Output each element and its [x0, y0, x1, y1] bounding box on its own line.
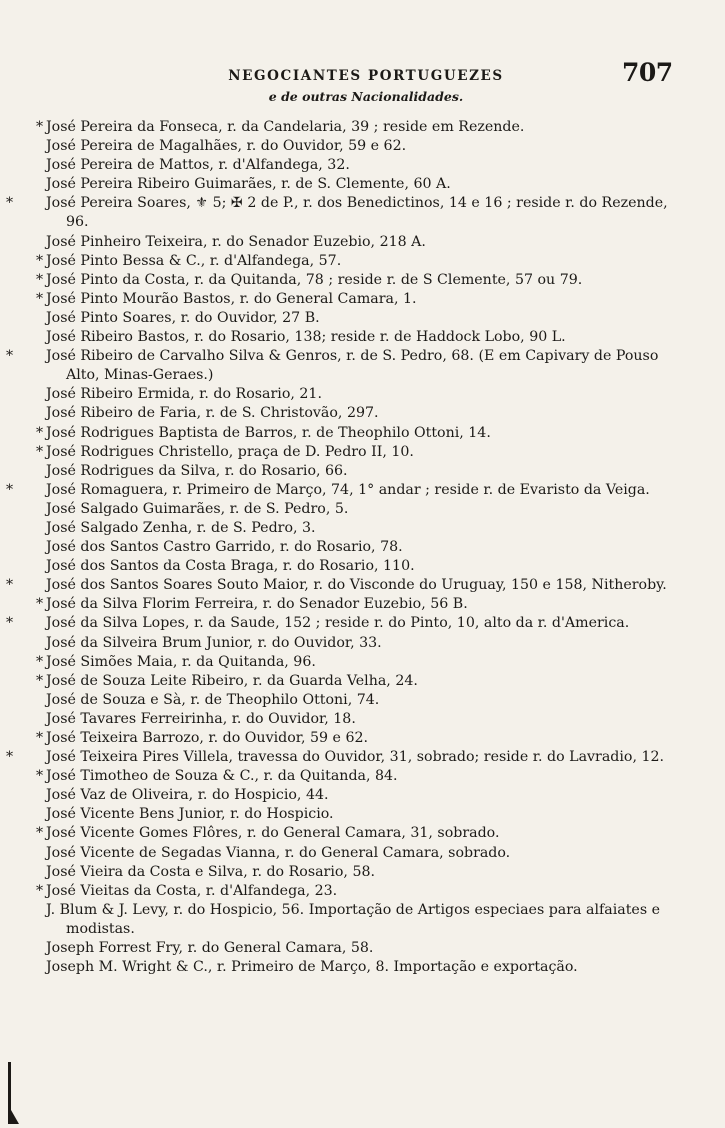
entry-text: José Vieira da Costa e Silva, r. do Rosario, 58. [46, 863, 376, 880]
directory-entry [36, 939, 686, 958]
directory-entry [36, 729, 686, 748]
directory-entry [6, 347, 686, 385]
entry-text: José Vieitas da Costa, r. d'Alfandega, 23. [46, 882, 338, 899]
directory-entry [6, 576, 686, 595]
entry-text: José Salgado Guimarães, r. de S. Pedro, 5. [46, 500, 349, 517]
page-number: 707 [622, 58, 673, 87]
directory-entry [36, 710, 686, 729]
entry-text: Joseph Forrest Fry, r. do General Camara, 58. [46, 940, 374, 957]
entry-marker: * [36, 271, 44, 288]
directory-entry [6, 748, 686, 767]
entry-text: José da Silveira Brum Junior, r. do Ouvidor, 33. [46, 634, 382, 651]
entry-text: José Ribeiro Ermida, r. do Rosario, 21. [46, 386, 322, 403]
entry-text: José Pinto Soares, r. do Ouvidor, 27 B. [46, 309, 320, 326]
entry-text: José Simões Maia, r. da Quitanda, 96. [46, 653, 316, 670]
entry-marker: * [36, 653, 44, 670]
entry-text: José Vicente Gomes Flôres, r. do General Camara, 31, sobrado. [46, 825, 500, 842]
entry-text: José Pereira Soares, ⚜ 5; ✠ 2 de P., r. dos Benedictinos, 14 e 16 ; reside r. do Rezende, 96. [46, 195, 668, 231]
directory-entries [6, 118, 686, 977]
directory-entry [36, 538, 686, 557]
directory-entry [36, 691, 686, 710]
entry-text: José Romaguera, r. Primeiro de Março, 74, 1° andar ; reside r. de Evaristo da Veiga. [46, 481, 650, 498]
directory-entry [36, 958, 686, 977]
entry-text: José da Silva Florim Ferreira, r. do Senador Euzebio, 56 B. [46, 596, 468, 613]
directory-entry [36, 404, 686, 423]
binding-edge-mark-icon [6, 1062, 20, 1124]
entry-text: José de Souza e Sà, r. de Theophilo Ottoni, 74. [46, 691, 380, 708]
directory-entry [36, 767, 686, 786]
entry-marker: * [6, 615, 14, 632]
entry-text: José Pereira da Fonseca, r. da Candelaria, 39 ; reside em Rezende. [46, 119, 525, 135]
directory-entry [36, 271, 686, 290]
entry-marker: * [6, 481, 14, 498]
entry-text: José dos Santos Castro Garrido, r. do Rosario, 78. [46, 539, 403, 556]
directory-entry [36, 672, 686, 691]
entry-text: José Rodrigues Baptista de Barros, r. de Theophilo Ottoni, 14. [46, 424, 491, 441]
directory-entry [36, 233, 686, 252]
directory-entry [36, 844, 686, 863]
directory-entry [36, 328, 686, 347]
entry-text: José Pereira de Mattos, r. d'Alfandega, 32. [46, 157, 350, 174]
entry-text: José dos Santos Soares Souto Maior, r. do Visconde do Uruguay, 150 e 158, Nitheroby. [46, 577, 667, 594]
entry-text: José Salgado Zenha, r. de S. Pedro, 3. [46, 519, 316, 536]
entry-text: José de Souza Leite Ribeiro, r. da Guarda Velha, 24. [46, 672, 418, 689]
directory-entry [36, 901, 686, 939]
directory-entry [36, 805, 686, 824]
entry-text: José da Silva Lopes, r. da Saude, 152 ; reside r. do Pinto, 10, alto da r. d'America. [46, 615, 630, 632]
entry-text: José Ribeiro Bastos, r. do Rosario, 138; reside r. de Haddock Lobo, 90 L. [46, 329, 566, 346]
entry-marker: * [36, 730, 44, 746]
entry-text: J. Blum & J. Levy, r. do Hospicio, 56. Importação de Artigos especiaes para alfaiates e modistas. [46, 901, 661, 937]
directory-entry [36, 118, 686, 137]
directory-entry [6, 481, 686, 500]
page-header-subtitle: e de outras Nacionalidades. [268, 89, 464, 104]
entry-marker: * [36, 119, 44, 135]
entry-text: José Rodrigues da Silva, r. do Rosario, 66. [46, 462, 348, 479]
entry-text: José Tavares Ferreirinha, r. do Ouvidor, 18. [46, 710, 356, 727]
entry-marker: * [36, 424, 44, 441]
directory-entry [36, 595, 686, 614]
entry-text: Joseph M. Wright & C., r. Primeiro de Março, 8. Importação e exportação. [46, 959, 578, 976]
entry-text: José Pinto Mourão Bastos, r. do General Camara, 1. [46, 290, 417, 307]
entry-marker: * [36, 768, 44, 785]
entry-text: José Rodrigues Christello, praça de D. Pedro II, 10. [46, 443, 414, 460]
entry-text: José Vicente Bens Junior, r. do Hospicio. [46, 806, 334, 823]
entry-text: José Pinto Bessa & C., r. d'Alfandega, 57. [46, 252, 342, 269]
directory-entry [6, 614, 686, 633]
page-header-title: NEGOCIANTES PORTUGUEZES [228, 68, 504, 84]
entry-text: José Vicente de Segadas Vianna, r. do General Camara, sobrado. [46, 844, 511, 861]
entry-marker: * [36, 825, 44, 842]
entry-marker: * [36, 443, 44, 460]
directory-entry [36, 309, 686, 328]
entry-marker: * [36, 252, 44, 269]
entry-marker: * [6, 348, 14, 365]
entry-marker: * [6, 577, 14, 594]
entry-marker: * [36, 596, 44, 613]
directory-entry [36, 500, 686, 519]
directory-entry [36, 385, 686, 404]
entry-text: José Pereira Ribeiro Guimarães, r. de S. Clemente, 60 A. [46, 176, 451, 193]
entry-text: José Ribeiro de Carvalho Silva & Genros, r. de S. Pedro, 68. (E em Capivary de Pouso Alto, Minas-Geraes.) [46, 348, 659, 384]
directory-entry [36, 137, 686, 156]
directory-entry [36, 519, 686, 538]
directory-entry [36, 557, 686, 576]
entry-text: José Pinheiro Teixeira, r. do Senador Euzebio, 218 A. [46, 233, 426, 250]
directory-entry [36, 462, 686, 481]
entry-marker: * [6, 749, 14, 766]
entry-marker: * [36, 672, 44, 689]
entry-marker: * [36, 290, 44, 307]
entry-text: José Teixeira Pires Villela, travessa do Ouvidor, 31, sobrado; reside r. do Lavradio, 12. [46, 749, 665, 766]
entry-text: José Pereira de Magalhães, r. do Ouvidor, 59 e 62. [46, 138, 407, 155]
entry-text: José Teixeira Barrozo, r. do Ouvidor, 59 e 62. [46, 730, 369, 746]
directory-entry [36, 175, 686, 194]
directory-entry [36, 290, 686, 309]
entry-marker: * [36, 882, 44, 899]
directory-entry [36, 634, 686, 653]
directory-entry [36, 882, 686, 901]
entry-text: José Vaz de Oliveira, r. do Hospicio, 44. [46, 787, 329, 804]
directory-entry [36, 424, 686, 443]
directory-entry [36, 863, 686, 882]
entry-text: José Ribeiro de Faria, r. de S. Christovão, 297. [46, 405, 379, 422]
entry-text: José dos Santos da Costa Braga, r. do Rosario, 110. [46, 558, 415, 575]
directory-entry [36, 786, 686, 805]
directory-entry [6, 194, 686, 232]
directory-entry [36, 443, 686, 462]
directory-entry [36, 156, 686, 175]
directory-entry [36, 653, 686, 672]
entry-text: José Pinto da Costa, r. da Quitanda, 78 ; reside r. de S Clemente, 57 ou 79. [46, 271, 583, 288]
entry-marker: * [6, 195, 14, 212]
entry-text: José Timotheo de Souza & C., r. da Quitanda, 84. [46, 768, 398, 785]
directory-entry [36, 824, 686, 843]
directory-entry [36, 252, 686, 271]
